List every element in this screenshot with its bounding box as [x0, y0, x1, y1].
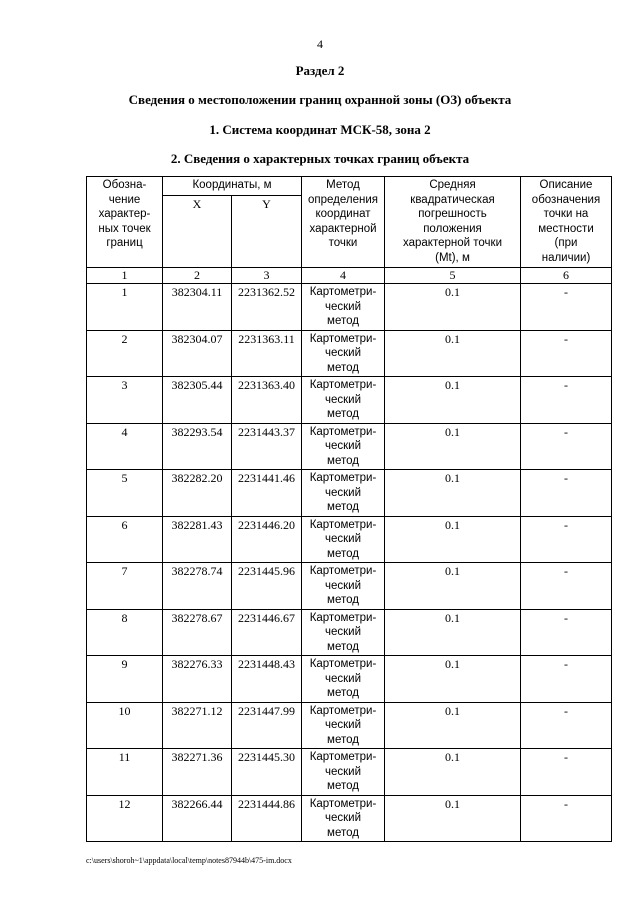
cell-method: Картометри- ческий метод	[302, 284, 385, 331]
header-y: Y	[232, 196, 302, 268]
cell-accuracy: 0.1	[385, 795, 521, 842]
cell-y: 2231363.40	[232, 377, 302, 424]
cell-x: 382271.36	[163, 749, 232, 796]
column-numbers-row	[87, 268, 612, 284]
cell-x: 382304.07	[163, 330, 232, 377]
section-heading: Раздел 2	[295, 63, 345, 78]
cell-point: 7	[87, 563, 163, 610]
cell-method: Картометри- ческий метод	[302, 656, 385, 703]
header-description: Описание обозначения точки на местности (при наличии)	[521, 177, 612, 268]
cell-x: 382282.20	[163, 470, 232, 517]
page-number: 4	[317, 37, 323, 51]
cell-accuracy: 0.1	[385, 284, 521, 331]
cell-accuracy: 0.1	[385, 330, 521, 377]
cell-method: Картометри- ческий метод	[302, 516, 385, 563]
table-row	[87, 563, 612, 610]
colnum-4: 4	[302, 268, 385, 284]
header-coords: Координаты, м	[163, 177, 302, 196]
cell-x: 382293.54	[163, 423, 232, 470]
cell-description: -	[521, 330, 612, 377]
cell-y: 2231445.96	[232, 563, 302, 610]
cell-point: 12	[87, 795, 163, 842]
points-heading: 2. Сведения о характерных точках границ объекта	[170, 151, 470, 166]
cell-point: 1	[87, 284, 163, 331]
cell-y: 2231363.11	[232, 330, 302, 377]
cell-x: 382266.44	[163, 795, 232, 842]
cell-accuracy: 0.1	[385, 609, 521, 656]
header-row	[87, 177, 612, 196]
cell-point: 9	[87, 656, 163, 703]
colnum-5: 5	[385, 268, 521, 284]
cell-accuracy: 0.1	[385, 470, 521, 517]
cell-description: -	[521, 563, 612, 610]
cell-description: -	[521, 284, 612, 331]
cell-accuracy: 0.1	[385, 702, 521, 749]
cell-y: 2231446.20	[232, 516, 302, 563]
cell-y: 2231446.67	[232, 609, 302, 656]
cell-y: 2231445.30	[232, 749, 302, 796]
cell-method: Картометри- ческий метод	[302, 377, 385, 424]
header-method: Метод определения координат характерной точки	[302, 177, 385, 268]
cell-method: Картометри- ческий метод	[302, 563, 385, 610]
cell-description: -	[521, 470, 612, 517]
cell-point: 2	[87, 330, 163, 377]
cell-point: 11	[87, 749, 163, 796]
cell-x: 382281.43	[163, 516, 232, 563]
table-row	[87, 377, 612, 424]
header-x: X	[163, 196, 232, 268]
cell-y: 2231447.99	[232, 702, 302, 749]
coord-system-heading: 1. Система координат МСК-58, зона 2	[209, 122, 431, 137]
cell-description: -	[521, 749, 612, 796]
table-row	[87, 656, 612, 703]
cell-method: Картометри- ческий метод	[302, 330, 385, 377]
cell-y: 2231362.52	[232, 284, 302, 331]
cell-method: Картометри- ческий метод	[302, 609, 385, 656]
cell-description: -	[521, 656, 612, 703]
table-row	[87, 516, 612, 563]
cell-y: 2231443.37	[232, 423, 302, 470]
cell-accuracy: 0.1	[385, 563, 521, 610]
cell-method: Картометри- ческий метод	[302, 423, 385, 470]
cell-description: -	[521, 516, 612, 563]
cell-point: 3	[87, 377, 163, 424]
table-row	[87, 749, 612, 796]
table-row	[87, 702, 612, 749]
cell-x: 382304.11	[163, 284, 232, 331]
cell-y: 2231441.46	[232, 470, 302, 517]
cell-x: 382276.33	[163, 656, 232, 703]
cell-point: 6	[87, 516, 163, 563]
table-row	[87, 609, 612, 656]
cell-x: 382305.44	[163, 377, 232, 424]
header-accuracy: Средняя квадратическая погрешность положения характерной точки (Mt), м	[385, 177, 521, 268]
table-row	[87, 330, 612, 377]
cell-method: Картометри- ческий метод	[302, 795, 385, 842]
cell-y: 2231444.86	[232, 795, 302, 842]
table-row	[87, 284, 612, 331]
colnum-1: 1	[87, 268, 163, 284]
cell-method: Картометри- ческий метод	[302, 702, 385, 749]
colnum-3: 3	[232, 268, 302, 284]
cell-point: 10	[87, 702, 163, 749]
cell-accuracy: 0.1	[385, 423, 521, 470]
table-row	[87, 470, 612, 517]
cell-accuracy: 0.1	[385, 656, 521, 703]
colnum-6: 6	[521, 268, 612, 284]
cell-point: 5	[87, 470, 163, 517]
table-row	[87, 795, 612, 842]
cell-description: -	[521, 795, 612, 842]
cell-description: -	[521, 423, 612, 470]
table-row	[87, 423, 612, 470]
document-title: Сведения о местоположении границ охранной зоны (ОЗ) объекта	[128, 92, 512, 107]
cell-method: Картометри- ческий метод	[302, 470, 385, 517]
cell-x: 382278.67	[163, 609, 232, 656]
colnum-2: 2	[163, 268, 232, 284]
cell-x: 382278.74	[163, 563, 232, 610]
points-table	[86, 176, 612, 842]
header-point: Обозна- чение характер- ных точек границ	[87, 177, 163, 268]
cell-point: 4	[87, 423, 163, 470]
cell-x: 382271.12	[163, 702, 232, 749]
cell-description: -	[521, 702, 612, 749]
cell-accuracy: 0.1	[385, 749, 521, 796]
cell-method: Картометри- ческий метод	[302, 749, 385, 796]
cell-description: -	[521, 609, 612, 656]
cell-y: 2231448.43	[232, 656, 302, 703]
footer-file-path: c:\users\shoroh~1\appdata\local\temp\notes87944b\475-im.docx	[86, 856, 292, 865]
cell-accuracy: 0.1	[385, 377, 521, 424]
cell-description: -	[521, 377, 612, 424]
cell-point: 8	[87, 609, 163, 656]
cell-accuracy: 0.1	[385, 516, 521, 563]
